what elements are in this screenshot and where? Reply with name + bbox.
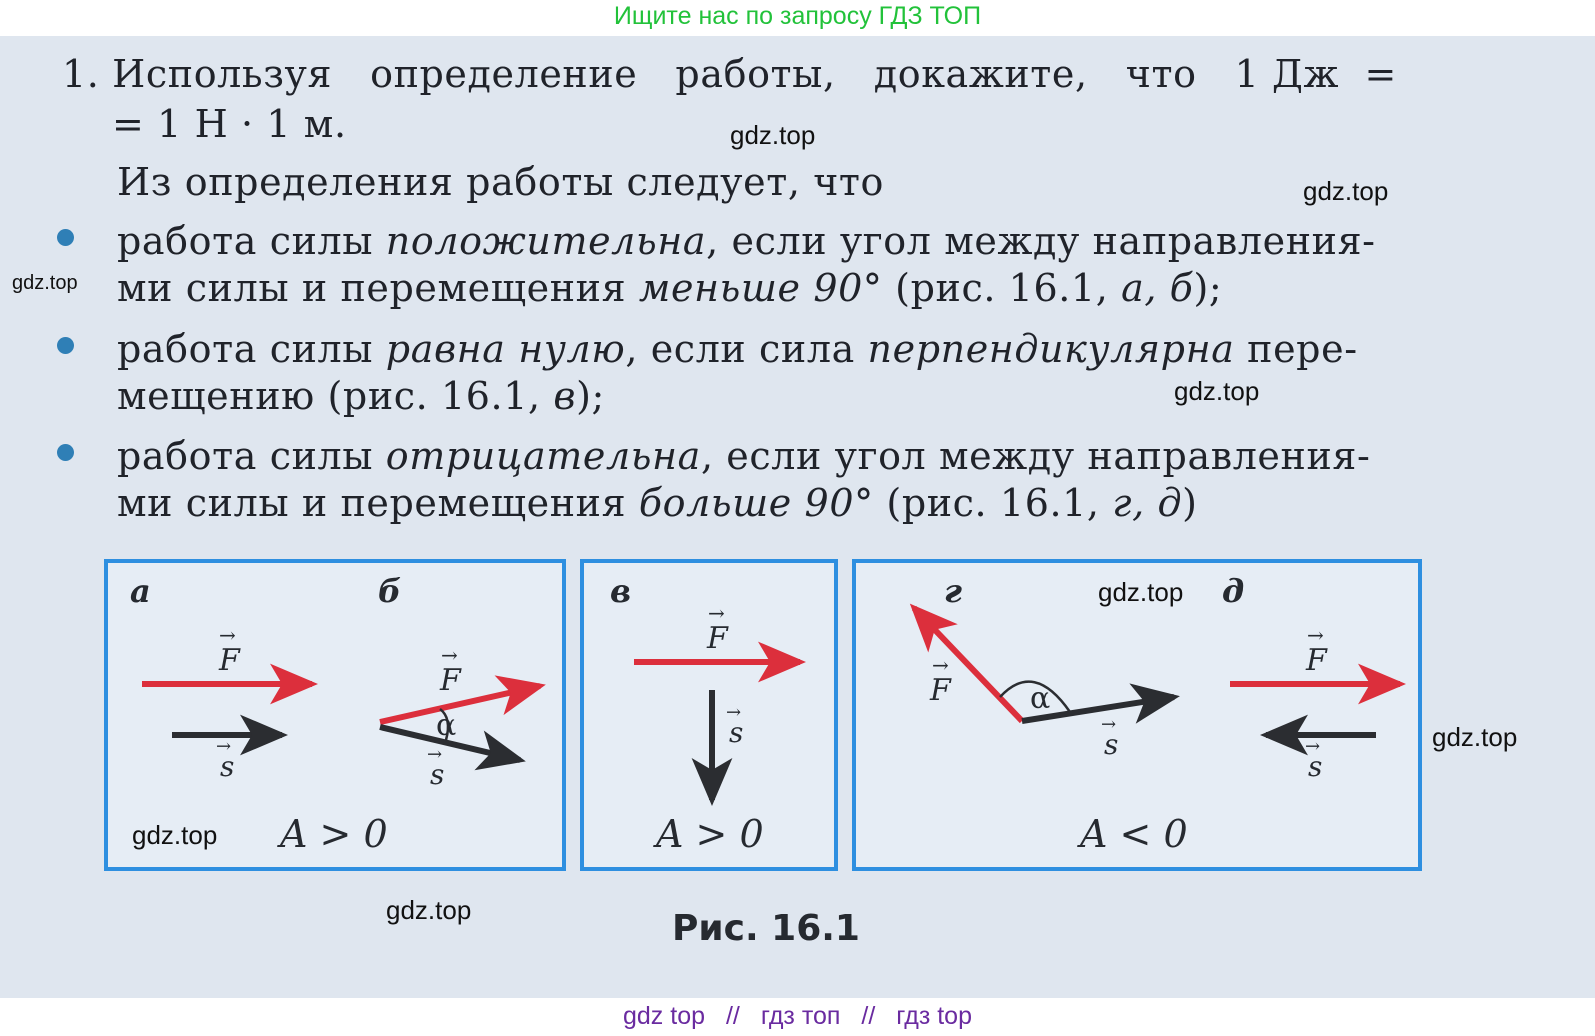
text: работа силы <box>117 434 386 478</box>
text: ); <box>1193 266 1223 310</box>
vector-mark: → <box>1101 714 1117 735</box>
work-result-ab: A > 0 <box>280 812 388 856</box>
vector-mark: → <box>932 653 949 677</box>
emphasis: равна нулю <box>385 327 626 371</box>
displacement-label: s <box>1308 750 1323 783</box>
vector-mark: → <box>219 623 236 647</box>
vector-mark: → <box>726 702 742 723</box>
problem-intro: Из определения работы следует, что <box>117 160 885 204</box>
displacement-label: s <box>1104 728 1119 761</box>
force-label: F <box>1306 643 1327 678</box>
promo-banner: Ищите нас по запросу ГДЗ ТОП <box>0 0 1595 36</box>
figure-ref: г, д <box>1112 481 1183 525</box>
force-label: F <box>440 663 461 698</box>
vector-mark: → <box>708 601 725 625</box>
watermark: gdz.top <box>730 120 816 150</box>
footer-separator: // <box>725 1002 740 1030</box>
watermark: gdz.top <box>1098 577 1184 607</box>
angle-label: α <box>1030 681 1051 716</box>
footer-link[interactable]: гдз top <box>896 1002 972 1030</box>
watermark: gdz.top <box>1303 176 1389 206</box>
vector-mark: → <box>1307 623 1324 647</box>
text: , если угол между направления- <box>700 434 1371 478</box>
figure-ref: а, б <box>1121 266 1194 310</box>
emphasis: больше 90° <box>638 481 874 525</box>
emphasis: отрицательна <box>385 434 701 478</box>
figure-caption: Рис. 16.1 <box>672 908 860 949</box>
text: работа силы <box>117 327 386 371</box>
text: работа силы <box>117 219 386 263</box>
vector-mark: → <box>1305 736 1321 757</box>
text: ми силы и перемещения <box>117 266 639 310</box>
problem-statement: Используя определение работы, докажите, что 1 Дж = <box>112 52 1397 96</box>
text: пере- <box>1234 327 1358 371</box>
vector-mark: → <box>216 736 232 757</box>
text: (рис. 16.1, <box>882 266 1122 310</box>
footer-separator: // <box>861 1002 876 1030</box>
watermark: gdz.top <box>12 272 78 294</box>
text: , если угол между направления- <box>706 219 1376 263</box>
force-label: F <box>930 673 951 708</box>
problem-line-2: = 1 Н · 1 м. <box>112 102 347 146</box>
displacement-label: s <box>430 758 445 791</box>
text: ); <box>576 374 605 418</box>
displacement-label: s <box>729 716 744 749</box>
text: мещению (рис. 16.1, <box>117 374 554 418</box>
text: ) <box>1182 481 1198 525</box>
footer-links <box>0 998 1595 1036</box>
force-label: F <box>219 643 240 678</box>
emphasis: меньше 90° <box>638 266 883 310</box>
figure-ref: в <box>553 374 577 418</box>
force-label: F <box>707 621 728 656</box>
angle-label: α <box>436 708 457 743</box>
panel-label-a: а <box>130 572 151 610</box>
vector-mark: → <box>427 744 443 765</box>
emphasis: перпендикулярна <box>867 327 1235 371</box>
text: , если сила <box>625 327 868 371</box>
watermark: gdz.top <box>132 820 218 850</box>
panel-label-g: г <box>944 572 962 610</box>
displacement-label: s <box>220 750 235 783</box>
panel-label-d: д <box>1222 572 1245 610</box>
watermark: gdz.top <box>1432 722 1518 752</box>
watermark: gdz.top <box>1174 376 1260 406</box>
watermark: gdz.top <box>386 895 472 925</box>
panel-label-v: в <box>610 572 632 610</box>
footer-link[interactable]: gdz top <box>623 1002 706 1030</box>
work-result-gd: A < 0 <box>1080 812 1188 856</box>
vector-mark: → <box>441 643 458 667</box>
work-result-v: A > 0 <box>656 812 764 856</box>
emphasis: положительна <box>385 219 707 263</box>
text: ми силы и перемещения <box>117 481 639 525</box>
footer-link[interactable]: гдз топ <box>760 1002 841 1030</box>
panel-label-b: б <box>378 572 402 610</box>
problem-number: 1. <box>62 52 100 96</box>
text: (рис. 16.1, <box>873 481 1113 525</box>
